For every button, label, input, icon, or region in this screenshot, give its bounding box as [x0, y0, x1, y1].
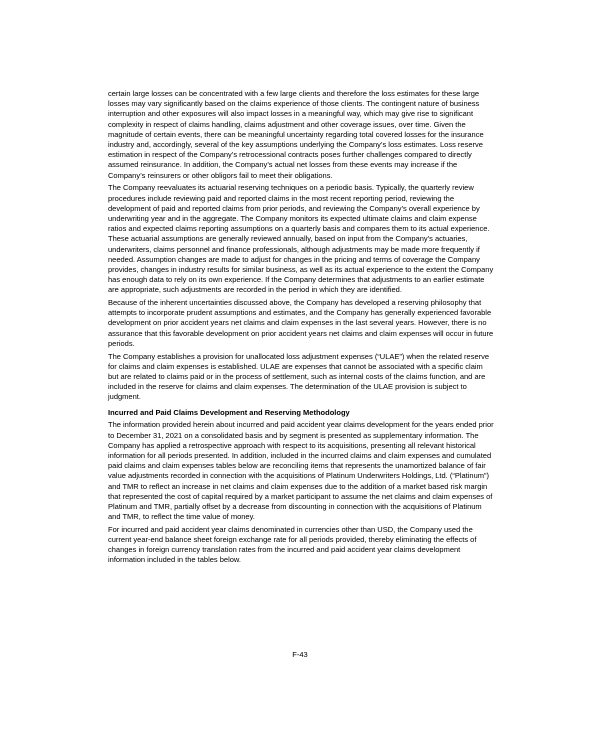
body-paragraph: The Company reevaluates its actuarial reserving techniques on a periodic basis. Typically, the quarterly review procedures include reviewing paid and reported claims in the most recent reporting period, reviewing the development of paid and reported claims from prior periods, and reviewing the Company’s overall experience by underwriting year and in the aggregate. The Company monitors its expected ultimate claims and claim expense ratios and expected claims reporting assumptions on a quarterly basis and compares them to its actual experience. These actuarial assumptions are generally reviewed annually, based on input from the Company’s actuaries, underwriters, claims personnel and finance professionals, although adjustments may be made more frequently if needed. Assumption changes are made to adjust for changes in the pricing and terms of coverage the Company provides, changes in industry results for similar business, as well as its actual experience to the extent the Company has enough data to rely on its own experience. If the Company determines that adjustments to an earlier estimate are appropriate, such adjustments are recorded in the period in which they are identified. [108, 183, 494, 295]
body-paragraph: Because of the inherent uncertainties discussed above, the Company has developed a reserving philosophy that attempts to incorporate prudent assumptions and estimates, and the Company has generally experienced favorable development on prior accident years net claims and claim expenses in the last several years. However, there is no assurance that this favorable development on prior accident years net claims and claim expenses will occur in future periods. [108, 298, 494, 348]
document-body [108, 89, 494, 568]
section-heading: Incurred and Paid Claims Development and Reserving Methodology [108, 407, 350, 417]
page-number: F-43 [292, 650, 308, 659]
body-paragraph: The Company establishes a provision for unallocated loss adjustment expenses (“ULAE”) when the related reserve for claims and claim expenses is established. ULAE are expenses that cannot be associated with a specific claim but are related to claims paid or in the process of settlement, such as internal costs of the claims function, and are included in the reserve for claims and claim expenses. The determination of the ULAE provision is subject to judgment. [108, 351, 490, 402]
body-paragraph: The information provided herein about incurred and paid accident year claims development for the years ended prior to December 31, 2021 on a consolidated basis and by segment is presented as supplementary information. The Company has applied a retrospective approach with respect to its acquisitions, presenting all relevant historical information for all periods presented. In addition, included in the incurred claims and claim expenses and cumulated paid claims and claim expenses tables below are reconciling items that represents the unamortized balance of fair value adjustments recorded in connection with the acquisitions of Platinum Underwriters Holdings, Ltd. (“Platinum”) and TMR to reflect an increase in net claims and claim expenses due to the addition of a market based risk margin that represented the cost of capital required by a market participant to assume the net claims and claim expenses of Platinum and TMR, partially offset by a decrease from discounting in connection with the acquisitions of Platinum and TMR, to reflect the time value of money. [108, 420, 494, 522]
body-paragraph: For incurred and paid accident year claims denominated in currencies other than USD, the Company used the current year-end balance sheet foreign exchange rate for all periods provided, thereby eliminating the effects of changes in foreign currency translation rates from the incurred and paid accident year claims development information included in the tables below. [108, 524, 477, 565]
body-paragraph: certain large losses can be concentrated with a few large clients and therefore the loss estimates for these large losses may vary significantly based on the claims experience of those clients. The contingent nature of business interruption and other exposures will also impact losses in a meaningful way, which may give rise to significant complexity in respect of claims handling, claims adjustment and other coverage issues, over time. Given the magnitude of certain events, there can be meaningful uncertainty regarding total covered losses for the insurance industry and, accordingly, several of the key assumptions underlying the Company’s loss estimates. Loss reserve estimation in respect of the Company’s retrocessional contracts poses further challenges compared to directly assumed reinsurance. In addition, the Company’s actual net losses from these events may increase if the Company’s reinsurers or other obligors fail to meet their obligations. [108, 89, 484, 180]
